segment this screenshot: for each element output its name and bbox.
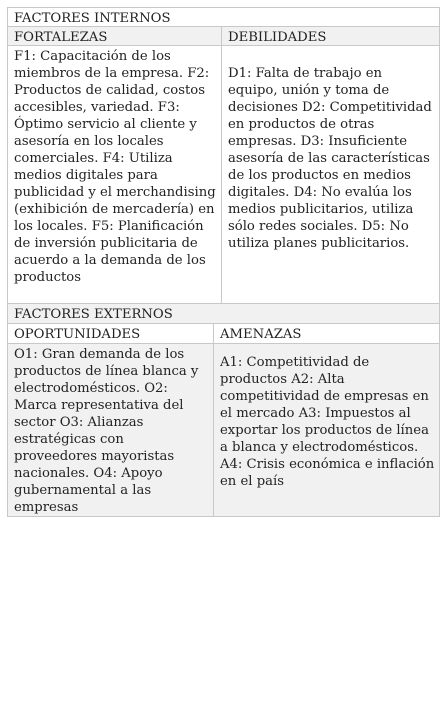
strengths-text: F1: Capacitación de los miembros de la empresa. F2: Productos de calidad, costos accesibles, variedad. F3: Óptimo servicio al cliente y asesoría en los locales comerciales. F4: Utiliza medios digitales para publicidad y el merchandising (exhibición de mercadería) en los locales. F5: Planificación de inversión publicitaria de acuerdo a la demanda de los productos (14, 49, 216, 285)
threats-header (213, 323, 440, 344)
weaknesses-header-label: DEBILIDADES (228, 30, 327, 45)
threats-text: A1: Competitividad de productos A2: Alta competitividad de empresas en el mercado A3: Impuestos al exportar los productos de línea a blanca y electrodomésticos. A4: Crisis económica e inflación en el país (220, 355, 435, 489)
internal-factors-title (7, 7, 440, 27)
opportunities-header-label: OPORTUNIDADES (14, 327, 141, 342)
threats-cell (213, 343, 440, 517)
strengths-header (7, 26, 222, 46)
threats-header-label: AMENAZAS (220, 327, 302, 342)
internal-factors-label: FACTORES INTERNOS (14, 11, 171, 26)
opportunities-cell (7, 343, 214, 517)
external-factors-label: FACTORES EXTERNOS (14, 307, 173, 322)
strengths-cell (7, 45, 222, 304)
external-factors-title (7, 303, 440, 324)
weaknesses-header (221, 26, 440, 46)
opportunities-text: O1: Gran demanda de los productos de línea blanca y electrodomésticos. O2: Marca representativa del sector O3: Alianzas estratégicas con proveedores mayoristas nacionales. O4: Apoyo gubernamental a las empresas (14, 347, 199, 515)
weaknesses-text: D1: Falta de trabajo en equipo, unión y toma de decisiones D2: Competitividad en productos de otras empresas. D3: Insuficiente asesoría de las características de los productos en medios digitales. D4: No evalúa los medios publicitarios, utiliza sólo redes sociales. D5: No utiliza planes publicitarios. (228, 66, 432, 251)
opportunities-header (7, 323, 214, 344)
weaknesses-cell (221, 45, 440, 304)
strengths-header-label: FORTALEZAS (14, 30, 108, 45)
